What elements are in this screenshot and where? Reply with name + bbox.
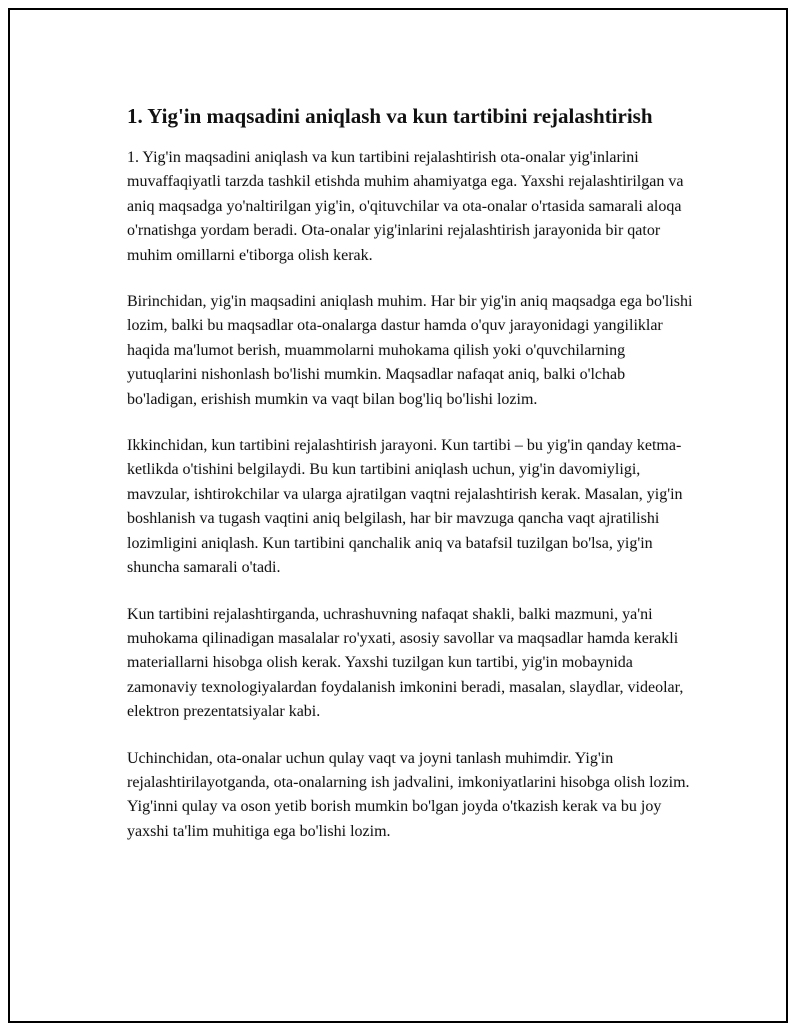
- page-frame: [8, 8, 788, 1023]
- document-content: [127, 102, 697, 866]
- paragraph-2: Birinchidan, yig'in maqsadini aniqlash muhim. Har bir yig'in aniq maqsadga ega bo'lishi lozim, balki bu maqsadlar ota-onalarga dastur hamda o'quv jarayonidagi yangiliklar haqida ma'lumot berish, muammolarni muhokama qilish yoki o'quvchilarning yutuqlarini nishonlash bo'lishi mumkin. Maqsadlar nafaqat aniq, balki o'lchab bo'ladigan, erishish mumkin va vaqt bilan bog'liq bo'lishi lozim.: [127, 293, 693, 408]
- paragraph-4: Kun tartibini rejalashtirganda, uchrashuvning nafaqat shakli, balki mazmuni, ya'ni muhokama qilinadigan masalalar ro'yxati, asosiy savollar va maqsadlar hamda kerakli materiallarni hisobga olish kerak. Yaxshi tuzilgan kun tartibi, yig'in mobaynida zamonaviy texnologiyalardan foydalanish imkonini beradi, masalan, slaydlar, videolar, elektron prezentatsiyalar kabi.: [127, 605, 684, 721]
- paragraph-3: Ikkinchidan, kun tartibini rejalashtirish jarayoni. Kun tartibi – bu yig'in qanday ketma-ketlikda o'tishini belgilaydi. Bu kun tartibini aniqlash uchun, yig'in davomiyligi, mavzular, ishtirokchilar va ularga ajratilgan vaqtni rejalashtirish kerak. Masalan, yig'in boshlanish va tugash vaqtini aniq belgilash, har bir mavzuga qancha vaqt ajratilishi lozimligini aniqlash. Kun tartibini qanchalik aniq va batafsil tuzilgan bo'lsa, yig'in shuncha samarali o'tadi.: [127, 437, 683, 577]
- document-title: 1. Yig'in maqsadini aniqlash va kun tartibini rejalashtirish: [127, 104, 653, 128]
- paragraph-1: 1. Yig'in maqsadini aniqlash va kun tartibini rejalashtirish ota-onalar yig'inlarini muvaffaqiyatli tarzda tashkil etishda muhim ahamiyatga ega. Yaxshi rejalashtirilgan va aniq maqsadga yo'naltirilgan yig'in, o'qituvchilar va ota-onalar o'rtasida samarali aloqa o'rnatishga yordam beradi. Ota-onalar yig'inlarini rejalashtirish jarayonida bir qator muhim omillarni e'tiborga olish kerak.: [127, 149, 684, 264]
- paragraph-5: Uchinchidan, ota-onalar uchun qulay vaqt va joyni tanlash muhimdir. Yig'in rejalashtirilayotganda, ota-onalarning ish jadvalini, imkoniyatlarini hisobga olish lozim. Yig'inni qulay va oson yetib borish mumkin bo'lgan joyda o'tkazish kerak va bu joy yaxshi ta'lim muhitiga ega bo'lishi lozim.: [127, 749, 690, 840]
